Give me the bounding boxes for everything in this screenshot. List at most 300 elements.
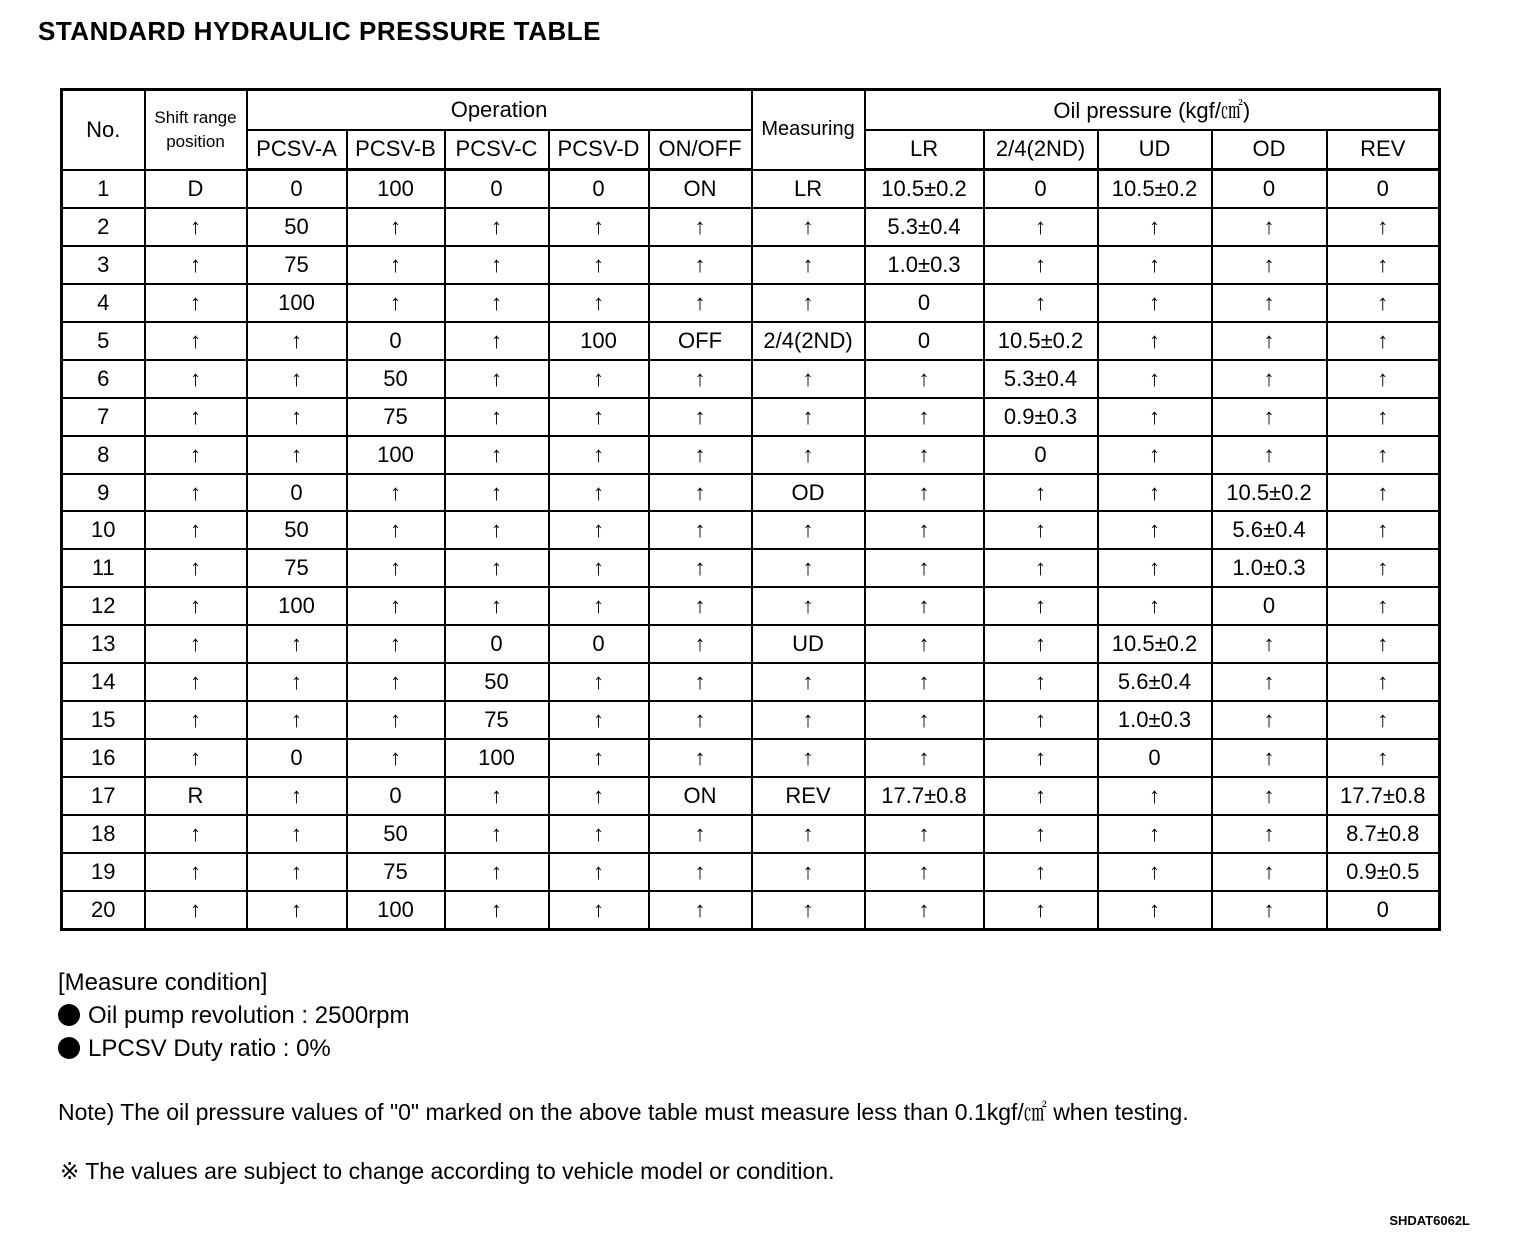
- table-cell: 100: [247, 587, 347, 625]
- hydraulic-pressure-table: [60, 88, 1441, 931]
- table-cell: ↑: [1212, 663, 1327, 701]
- table-cell: ↑: [752, 436, 865, 474]
- table-cell: ↑: [1212, 246, 1327, 284]
- table-cell: ↑: [145, 284, 247, 322]
- conditions-heading: [Measure condition]: [58, 969, 268, 996]
- bullet-icon: [58, 1037, 80, 1059]
- table-cell: 1.0±0.3: [1212, 549, 1327, 587]
- table-row: [62, 663, 1440, 701]
- table-cell: ↑: [1098, 587, 1212, 625]
- table-cell: ↑: [984, 739, 1098, 777]
- table-cell: ↑: [549, 701, 649, 739]
- header-shift-range: Shift range position: [145, 90, 247, 170]
- table-cell: 17.7±0.8: [1327, 777, 1440, 815]
- table-cell: 10.5±0.2: [1212, 474, 1327, 512]
- table-cell: 2: [62, 208, 145, 246]
- table-cell: ↑: [549, 511, 649, 549]
- table-cell: 0: [445, 625, 549, 663]
- table-cell: ↑: [145, 474, 247, 512]
- table-cell: ↑: [445, 246, 549, 284]
- table-cell: 0: [347, 322, 445, 360]
- table-cell: ↑: [1327, 360, 1440, 398]
- table-cell: ↑: [145, 701, 247, 739]
- table-row: [62, 815, 1440, 853]
- table-cell: ↑: [649, 701, 752, 739]
- table-cell: 100: [347, 436, 445, 474]
- table-cell: ↑: [752, 701, 865, 739]
- table-cell: 18: [62, 815, 145, 853]
- condition-text: Oil pump revolution : 2500rpm: [88, 1002, 410, 1029]
- table-cell: 20: [62, 891, 145, 930]
- table-cell: ON: [649, 777, 752, 815]
- table-cell: ↑: [145, 663, 247, 701]
- table-cell: ↑: [145, 436, 247, 474]
- table-cell: ↑: [347, 549, 445, 587]
- table-cell: 100: [347, 891, 445, 930]
- table-cell: ↑: [752, 739, 865, 777]
- table-cell: ↑: [1098, 853, 1212, 891]
- table-cell: 100: [445, 739, 549, 777]
- table-cell: ↑: [752, 853, 865, 891]
- table-cell: 16: [62, 739, 145, 777]
- condition-text: LPCSV Duty ratio : 0%: [88, 1035, 331, 1062]
- table-cell: LR: [752, 170, 865, 209]
- table-cell: ↑: [145, 322, 247, 360]
- table-cell: D: [145, 170, 247, 209]
- table-cell: ↑: [145, 208, 247, 246]
- table-cell: ↑: [1212, 815, 1327, 853]
- figure-code: SHDAT6062L: [1389, 1213, 1470, 1228]
- table-cell: 3: [62, 246, 145, 284]
- table-cell: ↑: [1327, 246, 1440, 284]
- table-cell: ↑: [549, 891, 649, 930]
- table-cell: ↑: [1098, 398, 1212, 436]
- table-cell: ↑: [549, 284, 649, 322]
- table-cell: ↑: [1327, 739, 1440, 777]
- table-cell: ↑: [247, 436, 347, 474]
- table-cell: ↑: [445, 208, 549, 246]
- table-cell: ↑: [1212, 701, 1327, 739]
- table-cell: ↑: [865, 511, 984, 549]
- table-cell: ↑: [145, 891, 247, 930]
- table-cell: ↑: [865, 436, 984, 474]
- table-cell: ↑: [347, 246, 445, 284]
- table-cell: ↑: [145, 246, 247, 284]
- table-cell: ↑: [1327, 549, 1440, 587]
- table-cell: ↑: [649, 891, 752, 930]
- condition-item: [58, 999, 410, 1032]
- table-cell: 0: [984, 170, 1098, 209]
- table-cell: ↑: [347, 284, 445, 322]
- page-title: STANDARD HYDRAULIC PRESSURE TABLE: [38, 16, 601, 46]
- table-cell: 0: [247, 739, 347, 777]
- table-cell: ↑: [752, 246, 865, 284]
- table-cell: ↑: [549, 360, 649, 398]
- table-cell: 8.7±0.8: [1327, 815, 1440, 853]
- table-cell: ↑: [1098, 815, 1212, 853]
- table-cell: ↑: [984, 815, 1098, 853]
- table-cell: 19: [62, 853, 145, 891]
- table-row: [62, 322, 1440, 360]
- table-cell: ↑: [1098, 436, 1212, 474]
- table-row: [62, 853, 1440, 891]
- table-cell: ↑: [145, 625, 247, 663]
- table-cell: 50: [347, 815, 445, 853]
- table-cell: ↑: [1327, 474, 1440, 512]
- table-cell: ↑: [1327, 663, 1440, 701]
- table-cell: 5.6±0.4: [1212, 511, 1327, 549]
- table-cell: ↑: [347, 625, 445, 663]
- table-cell: ↑: [1212, 625, 1327, 663]
- table-cell: ↑: [865, 663, 984, 701]
- table-cell: ↑: [145, 815, 247, 853]
- table-cell: 5.3±0.4: [984, 360, 1098, 398]
- header-ud: UD: [1098, 130, 1212, 170]
- table-row: [62, 549, 1440, 587]
- table-row: [62, 208, 1440, 246]
- table-cell: ↑: [1098, 246, 1212, 284]
- table-cell: ↑: [549, 246, 649, 284]
- table-cell: 100: [347, 170, 445, 209]
- header-pcsv-c: PCSV-C: [445, 130, 549, 170]
- table-cell: ↑: [649, 625, 752, 663]
- table-cell: ↑: [984, 549, 1098, 587]
- table-cell: ↑: [247, 853, 347, 891]
- table-cell: ↑: [549, 853, 649, 891]
- table-cell: ↑: [445, 436, 549, 474]
- table-cell: ↑: [752, 284, 865, 322]
- table-cell: ↑: [752, 208, 865, 246]
- table-cell: 1.0±0.3: [1098, 701, 1212, 739]
- table-cell: 7: [62, 398, 145, 436]
- table-cell: 10.5±0.2: [984, 322, 1098, 360]
- table-cell: ↑: [549, 208, 649, 246]
- table-row: [62, 398, 1440, 436]
- table-cell: 100: [247, 284, 347, 322]
- table-cell: ↑: [1098, 474, 1212, 512]
- table-cell: 50: [247, 208, 347, 246]
- table-cell: ↑: [1098, 891, 1212, 930]
- table-cell: ↑: [984, 663, 1098, 701]
- table-cell: 17: [62, 777, 145, 815]
- table-cell: 14: [62, 663, 145, 701]
- table-cell: ↑: [649, 587, 752, 625]
- table-cell: ↑: [145, 853, 247, 891]
- table-cell: ↑: [1327, 511, 1440, 549]
- table-cell: 0: [865, 284, 984, 322]
- table-cell: 75: [445, 701, 549, 739]
- table-row: [62, 474, 1440, 512]
- table-cell: ↑: [347, 511, 445, 549]
- table-cell: ↑: [649, 208, 752, 246]
- table-cell: 12: [62, 587, 145, 625]
- table-cell: 10.5±0.2: [1098, 170, 1212, 209]
- table-cell: ↑: [1098, 208, 1212, 246]
- table-cell: ↑: [1327, 436, 1440, 474]
- table-cell: ↑: [1327, 625, 1440, 663]
- table-cell: 75: [347, 853, 445, 891]
- table-cell: 0: [865, 322, 984, 360]
- table-cell: 5.6±0.4: [1098, 663, 1212, 701]
- table-cell: 1: [62, 170, 145, 209]
- table-cell: 75: [247, 246, 347, 284]
- table-cell: ↑: [549, 739, 649, 777]
- table-cell: 0: [984, 436, 1098, 474]
- table-cell: ↑: [445, 549, 549, 587]
- table-cell: 10: [62, 511, 145, 549]
- table-cell: ↑: [649, 853, 752, 891]
- table-cell: ↑: [1212, 436, 1327, 474]
- bullet-icon: [58, 1004, 80, 1026]
- header-od: OD: [1212, 130, 1327, 170]
- table-cell: ↑: [752, 815, 865, 853]
- table-cell: ↑: [145, 549, 247, 587]
- table-cell: ↑: [752, 511, 865, 549]
- header-pcsv-d: PCSV-D: [549, 130, 649, 170]
- table-cell: ↑: [247, 398, 347, 436]
- table-cell: ↑: [347, 587, 445, 625]
- table-cell: ↑: [247, 777, 347, 815]
- table-cell: ↑: [347, 739, 445, 777]
- table-cell: 50: [247, 511, 347, 549]
- table-cell: ↑: [445, 777, 549, 815]
- table-cell: ↑: [1327, 398, 1440, 436]
- table-cell: ↑: [549, 777, 649, 815]
- table-cell: ↑: [247, 701, 347, 739]
- header-oil-pressure: Oil pressure (kgf/㎠): [865, 90, 1440, 130]
- table-cell: ↑: [1212, 739, 1327, 777]
- table-cell: 10.5±0.2: [1098, 625, 1212, 663]
- table-cell: 13: [62, 625, 145, 663]
- table-cell: ↑: [1327, 284, 1440, 322]
- table-cell: ↑: [145, 587, 247, 625]
- table-cell: ↑: [1212, 208, 1327, 246]
- table-cell: 0: [1327, 891, 1440, 930]
- table-cell: ↑: [549, 398, 649, 436]
- header-operation: Operation: [247, 90, 752, 130]
- table-cell: ↑: [752, 549, 865, 587]
- measure-conditions: [58, 966, 410, 1065]
- header-lr: LR: [865, 130, 984, 170]
- table-cell: ↑: [1212, 284, 1327, 322]
- table-cell: ↑: [752, 891, 865, 930]
- table-cell: ↑: [247, 815, 347, 853]
- table-cell: ↑: [445, 853, 549, 891]
- table-cell: ↑: [649, 284, 752, 322]
- table-cell: 17.7±0.8: [865, 777, 984, 815]
- remark-text: ※ The values are subject to change according to vehicle model or condition.: [60, 1158, 835, 1184]
- table-cell: ↑: [649, 663, 752, 701]
- table-cell: 0: [347, 777, 445, 815]
- table-cell: ↑: [865, 815, 984, 853]
- table-cell: ↑: [984, 511, 1098, 549]
- table-cell: ↑: [1098, 549, 1212, 587]
- table-cell: ↑: [1327, 322, 1440, 360]
- table-cell: 0: [247, 474, 347, 512]
- table-cell: ↑: [1327, 208, 1440, 246]
- table-cell: ↑: [865, 625, 984, 663]
- table-cell: ↑: [649, 360, 752, 398]
- table-cell: 1.0±0.3: [865, 246, 984, 284]
- table-cell: ↑: [549, 549, 649, 587]
- table-cell: ↑: [1212, 777, 1327, 815]
- table-row: [62, 246, 1440, 284]
- table-cell: ↑: [865, 701, 984, 739]
- table-cell: 11: [62, 549, 145, 587]
- table-cell: 5: [62, 322, 145, 360]
- table-row: [62, 739, 1440, 777]
- table-cell: ↑: [1098, 284, 1212, 322]
- table-row: [62, 170, 1440, 209]
- table-body: [62, 170, 1440, 930]
- table-cell: ↑: [445, 474, 549, 512]
- table-row: [62, 891, 1440, 930]
- table-cell: ↑: [1098, 511, 1212, 549]
- table-cell: 50: [347, 360, 445, 398]
- table-cell: ↑: [1327, 701, 1440, 739]
- table-cell: ↑: [865, 474, 984, 512]
- table-cell: ↑: [865, 398, 984, 436]
- table-cell: ↑: [1212, 891, 1327, 930]
- header-rev: REV: [1327, 130, 1440, 170]
- table-cell: ↑: [984, 625, 1098, 663]
- table-cell: ↑: [984, 777, 1098, 815]
- table-cell: REV: [752, 777, 865, 815]
- table-cell: ↑: [865, 853, 984, 891]
- table-cell: ↑: [649, 549, 752, 587]
- table-cell: ↑: [445, 360, 549, 398]
- table-cell: ↑: [247, 625, 347, 663]
- table-cell: ↑: [984, 246, 1098, 284]
- header-pcsv-b: PCSV-B: [347, 130, 445, 170]
- table-cell: ↑: [865, 587, 984, 625]
- header-no: No.: [62, 90, 145, 170]
- table-cell: OD: [752, 474, 865, 512]
- table-row: [62, 777, 1440, 815]
- table-cell: ↑: [1212, 322, 1327, 360]
- table-row: [62, 701, 1440, 739]
- table-row: [62, 625, 1440, 663]
- table-cell: ↑: [752, 587, 865, 625]
- table-cell: 0: [247, 170, 347, 209]
- table-cell: ↑: [1098, 777, 1212, 815]
- table-cell: ↑: [865, 360, 984, 398]
- table-cell: ↑: [1098, 360, 1212, 398]
- table-cell: ↑: [445, 511, 549, 549]
- table-cell: ↑: [145, 360, 247, 398]
- table-cell: ↑: [549, 436, 649, 474]
- table-cell: 0: [549, 625, 649, 663]
- table-cell: ↑: [247, 322, 347, 360]
- table-row: [62, 587, 1440, 625]
- table-cell: ↑: [649, 436, 752, 474]
- table-cell: ↑: [984, 587, 1098, 625]
- table-cell: ↑: [549, 474, 649, 512]
- table-cell: 100: [549, 322, 649, 360]
- table-row: [62, 436, 1440, 474]
- table-cell: ↑: [984, 474, 1098, 512]
- table-cell: ↑: [247, 891, 347, 930]
- table-cell: 0: [1212, 587, 1327, 625]
- table-cell: ↑: [445, 322, 549, 360]
- table-cell: ↑: [649, 815, 752, 853]
- table-cell: ↑: [1212, 853, 1327, 891]
- table-cell: 0: [549, 170, 649, 209]
- table-cell: ↑: [649, 474, 752, 512]
- table-cell: ↑: [865, 739, 984, 777]
- table-cell: 9: [62, 474, 145, 512]
- table-cell: ↑: [549, 815, 649, 853]
- table-cell: 75: [347, 398, 445, 436]
- table-cell: ↑: [145, 398, 247, 436]
- table-cell: ↑: [984, 284, 1098, 322]
- table-cell: ↑: [984, 853, 1098, 891]
- table-cell: ↑: [752, 663, 865, 701]
- table-cell: ↑: [445, 398, 549, 436]
- table-cell: 8: [62, 436, 145, 474]
- table-cell: 0: [1212, 170, 1327, 209]
- table-cell: ↑: [145, 511, 247, 549]
- header-2nd: 2/4(2ND): [984, 130, 1098, 170]
- table-cell: ON: [649, 170, 752, 209]
- table-cell: ↑: [649, 511, 752, 549]
- table-cell: 0.9±0.3: [984, 398, 1098, 436]
- table-cell: ↑: [247, 663, 347, 701]
- table-cell: 0: [445, 170, 549, 209]
- table-cell: ↑: [347, 208, 445, 246]
- table-cell: ↑: [445, 587, 549, 625]
- table-cell: ↑: [984, 701, 1098, 739]
- table-cell: ↑: [1212, 398, 1327, 436]
- table-cell: ↑: [247, 360, 347, 398]
- table-cell: ↑: [649, 739, 752, 777]
- table-cell: ↑: [445, 815, 549, 853]
- table-cell: 0: [1327, 170, 1440, 209]
- table-cell: UD: [752, 625, 865, 663]
- table-cell: 5.3±0.4: [865, 208, 984, 246]
- table-cell: 0: [1098, 739, 1212, 777]
- table-cell: ↑: [752, 398, 865, 436]
- table-cell: 2/4(2ND): [752, 322, 865, 360]
- table-cell: 50: [445, 663, 549, 701]
- table-cell: OFF: [649, 322, 752, 360]
- table-cell: 6: [62, 360, 145, 398]
- header-measuring: Measuring: [752, 90, 865, 170]
- table-cell: 4: [62, 284, 145, 322]
- table-cell: ↑: [649, 246, 752, 284]
- table-cell: ↑: [445, 284, 549, 322]
- table-cell: 75: [247, 549, 347, 587]
- condition-item: [58, 1032, 410, 1065]
- table-cell: 0.9±0.5: [1327, 853, 1440, 891]
- table-cell: ↑: [347, 663, 445, 701]
- table-cell: R: [145, 777, 247, 815]
- table-row: [62, 360, 1440, 398]
- table-cell: ↑: [1212, 360, 1327, 398]
- table-cell: ↑: [1098, 322, 1212, 360]
- table-cell: ↑: [649, 398, 752, 436]
- table-cell: ↑: [984, 208, 1098, 246]
- header-pcsv-a: PCSV-A: [247, 130, 347, 170]
- table-cell: ↑: [752, 360, 865, 398]
- table-cell: ↑: [984, 891, 1098, 930]
- note-text: Note) The oil pressure values of "0" marked on the above table must measure less than 0.1kgf/㎠ when testing.: [58, 1099, 1189, 1125]
- table-cell: ↑: [865, 891, 984, 930]
- table-cell: ↑: [145, 739, 247, 777]
- table-row: [62, 511, 1440, 549]
- table-row: [62, 284, 1440, 322]
- header-on-off: ON/OFF: [649, 130, 752, 170]
